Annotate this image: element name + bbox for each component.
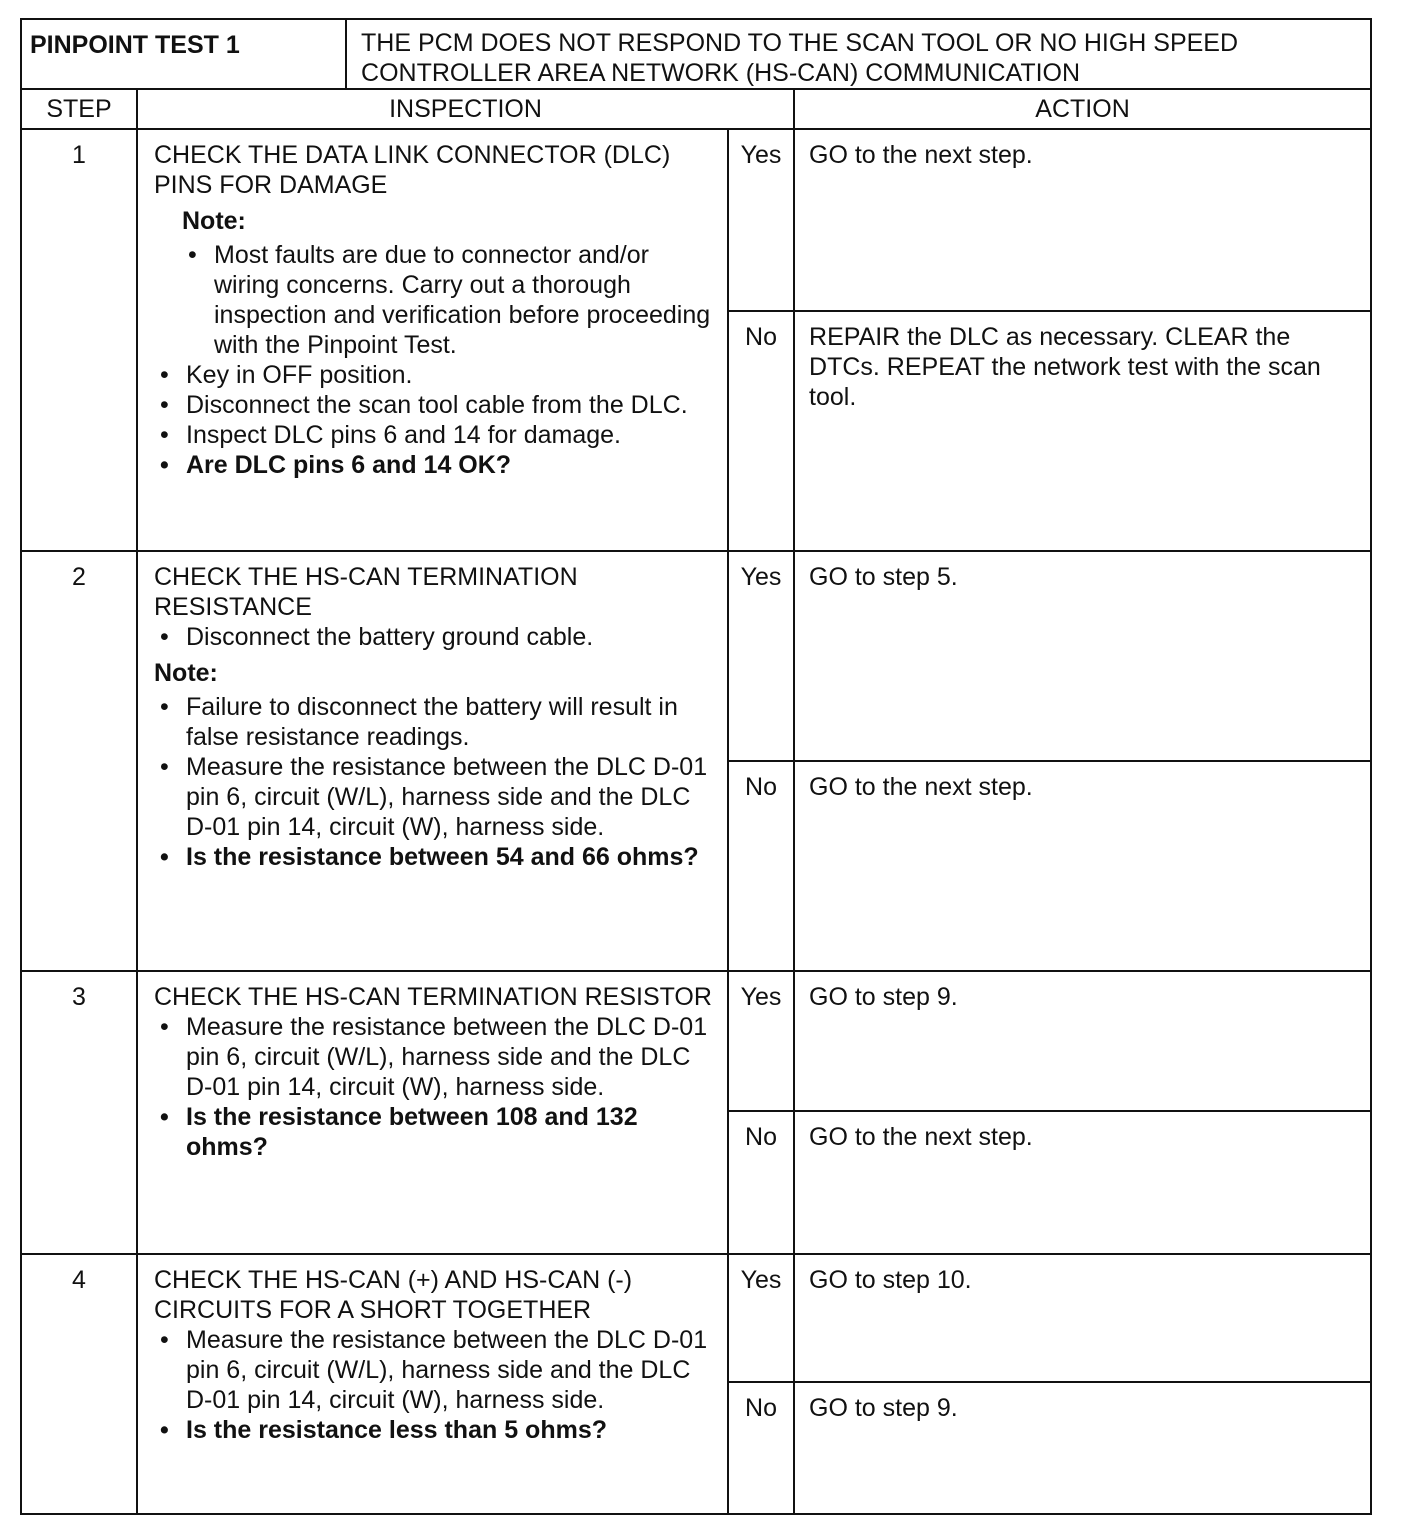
pinpoint-test-table: [20, 18, 1372, 1515]
step-heading: CHECK THE HS-CAN (+) AND HS-CAN (-) CIRCUITS FOR A SHORT TOGETHER: [154, 1266, 633, 1324]
header-step: STEP: [21, 89, 137, 129]
step-inspection: [137, 971, 728, 1254]
step-inspection: [137, 1254, 728, 1514]
inspection-item: • Failure to disconnect the battery will result in false resistance readings.: [154, 692, 717, 752]
yes-action: GO to step 10.: [794, 1254, 1371, 1382]
no-action: REPAIR the DLC as necessary. CLEAR the DTCs. REPEAT the network test with the scan tool.: [794, 311, 1371, 551]
step-number: 1: [21, 129, 137, 551]
step-row: [21, 1254, 1371, 1382]
yes-action: GO to step 9.: [794, 971, 1371, 1111]
pinpoint-test-sheet: [20, 18, 1370, 1515]
step-row: [21, 551, 1371, 761]
yes-action: GO to the next step.: [794, 129, 1371, 311]
yes-label: Yes: [728, 971, 794, 1111]
inspection-question: • Is the resistance between 108 and 132 ohms?: [154, 1102, 717, 1162]
inspection-item: • Measure the resistance between the DLC D-01 pin 6, circuit (W/L), harness side and the DLC D-01 pin 14, circuit (W), harness side.: [154, 752, 717, 842]
yes-label: Yes: [728, 1254, 794, 1382]
inspection-item: • Disconnect the scan tool cable from the DLC.: [154, 390, 717, 420]
header-row: [21, 89, 1371, 129]
test-title: PINPOINT TEST 1: [21, 19, 346, 89]
yes-label: Yes: [728, 129, 794, 311]
no-label: No: [728, 1382, 794, 1514]
no-action: GO to the next step.: [794, 761, 1371, 971]
note-label: Note:: [154, 659, 218, 687]
inspection-question: • Is the resistance less than 5 ohms?: [154, 1415, 717, 1445]
inspection-item: • Measure the resistance between the DLC D-01 pin 6, circuit (W/L), harness side and the DLC D-01 pin 14, circuit (W), harness side.: [154, 1325, 717, 1415]
inspection-item: • Measure the resistance between the DLC D-01 pin 6, circuit (W/L), harness side and the DLC D-01 pin 14, circuit (W), harness side.: [154, 1012, 717, 1102]
step-inspection: [137, 129, 728, 551]
inspection-item: • Disconnect the battery ground cable.: [154, 622, 717, 652]
inspection-question: • Is the resistance between 54 and 66 ohms?: [154, 842, 717, 872]
step-heading: CHECK THE HS-CAN TERMINATION RESISTOR: [154, 983, 712, 1011]
inspection-item: • Inspect DLC pins 6 and 14 for damage.: [154, 420, 717, 450]
step-number: 4: [21, 1254, 137, 1514]
test-description: THE PCM DOES NOT RESPOND TO THE SCAN TOOL OR NO HIGH SPEED CONTROLLER AREA NETWORK (HS-CAN) COMMUNICATION: [346, 19, 1371, 89]
step-number: 3: [21, 971, 137, 1254]
step-heading: CHECK THE HS-CAN TERMINATION RESISTANCE: [154, 563, 578, 621]
no-label: No: [728, 311, 794, 551]
header-action: ACTION: [794, 89, 1371, 129]
no-action: GO to step 9.: [794, 1382, 1371, 1514]
header-inspection: INSPECTION: [137, 89, 794, 129]
note-label: Note:: [182, 207, 246, 235]
inspection-question: • Are DLC pins 6 and 14 OK?: [154, 450, 717, 480]
step-row: [21, 971, 1371, 1111]
step-number: 2: [21, 551, 137, 971]
note-item: • Most faults are due to connector and/or wiring concerns. Carry out a thorough inspection and verification before proceeding with the Pinpoint Test.: [182, 240, 717, 360]
inspection-item: • Key in OFF position.: [154, 360, 717, 390]
step-heading: CHECK THE DATA LINK CONNECTOR (DLC) PINS FOR DAMAGE: [154, 141, 671, 199]
title-row: [21, 19, 1371, 89]
step-inspection: [137, 551, 728, 971]
no-label: No: [728, 1111, 794, 1254]
step-row: [21, 129, 1371, 311]
yes-action: GO to step 5.: [794, 551, 1371, 761]
no-action: GO to the next step.: [794, 1111, 1371, 1254]
no-label: No: [728, 761, 794, 971]
yes-label: Yes: [728, 551, 794, 761]
